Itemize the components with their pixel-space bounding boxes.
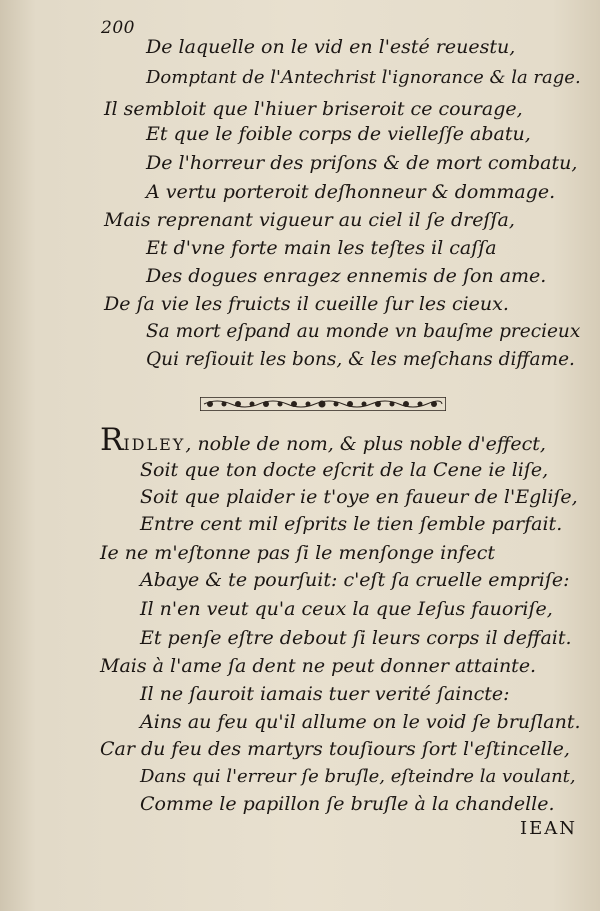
poem-line: Entre cent mil eſprits le tien ſemble parfait. [140, 513, 563, 535]
poem-line: Mais à l'ame ſa dent ne peut donner attainte. [100, 655, 537, 677]
poem-line: Des dogues enragez ennemis de ſon ame. [146, 265, 547, 287]
poem-line: De ſa vie les fruicts il cueille ſur les cieux. [104, 293, 509, 315]
poem-line: Dans qui l'erreur ſe bruſle, eſteindre la voulant, [140, 766, 576, 787]
poem-line: Qui reſiouit les bons, & les meſchans diffame. [146, 349, 575, 370]
first-line-rest: , noble de nom, & plus noble d'effect, [185, 433, 546, 455]
poem-line: Soit que plaider ie t'oye en faueur de l'Egliſe, [140, 486, 578, 508]
poem-line: Ie ne m'eſtonne pas ſi le menſonge infect [100, 542, 495, 564]
page-number: 200 [101, 18, 135, 38]
poem-line: Comme le papillon ſe bruſle à la chandelle. [140, 793, 555, 815]
poem-line: Domptant de l'Antechrist l'ignorance & la rage. [146, 67, 581, 88]
catchword: IEAN [520, 818, 577, 839]
poem-line: Mais reprenant vigueur au ciel il ſe dreſſa, [104, 209, 515, 231]
poem-line: De laquelle on le vid en l'esté reuestu, [146, 36, 516, 58]
poem-line: Car du feu des martyrs touſiours ſort l'eſtincelle, [100, 738, 570, 760]
poem-line: Et d'vne forte main les teſtes il caſſa [146, 237, 497, 259]
poem-line: Soit que ton docte eſcrit de la Cene ie liſe, [140, 459, 549, 481]
poem-line: Ains au feu qu'il allume on le void ſe bruſlant. [140, 711, 581, 733]
poem-line: Il ne ſauroit iamais tuer verité ſaincte: [140, 683, 510, 705]
poem-line: Abaye & te pourſuit: c'eſt ſa cruelle empriſe: [140, 569, 570, 591]
poem-line: Sa mort eſpand au monde vn bauſme precieux [146, 321, 581, 342]
poem-line: De l'horreur des priſons & de mort combatu, [146, 152, 578, 174]
poem-line: Et que le foible corps de vielleſſe abatu, [146, 123, 531, 145]
ornament-divider [200, 397, 446, 411]
poem-line: Et penſe eſtre debout ſi leurs corps il deffait. [140, 627, 572, 649]
name-smallcaps: IDLEY [123, 435, 186, 454]
poem-line: A vertu porteroit deſhonneur & dommage. [146, 181, 556, 203]
poem-line: Il n'en veut qu'a ceux la que Ieſus fauoriſe, [140, 598, 553, 620]
drop-cap: R [100, 422, 124, 458]
poem-line-first [100, 422, 546, 458]
poem-line: Il sembloit que l'hiuer briseroit ce courage, [104, 98, 523, 120]
